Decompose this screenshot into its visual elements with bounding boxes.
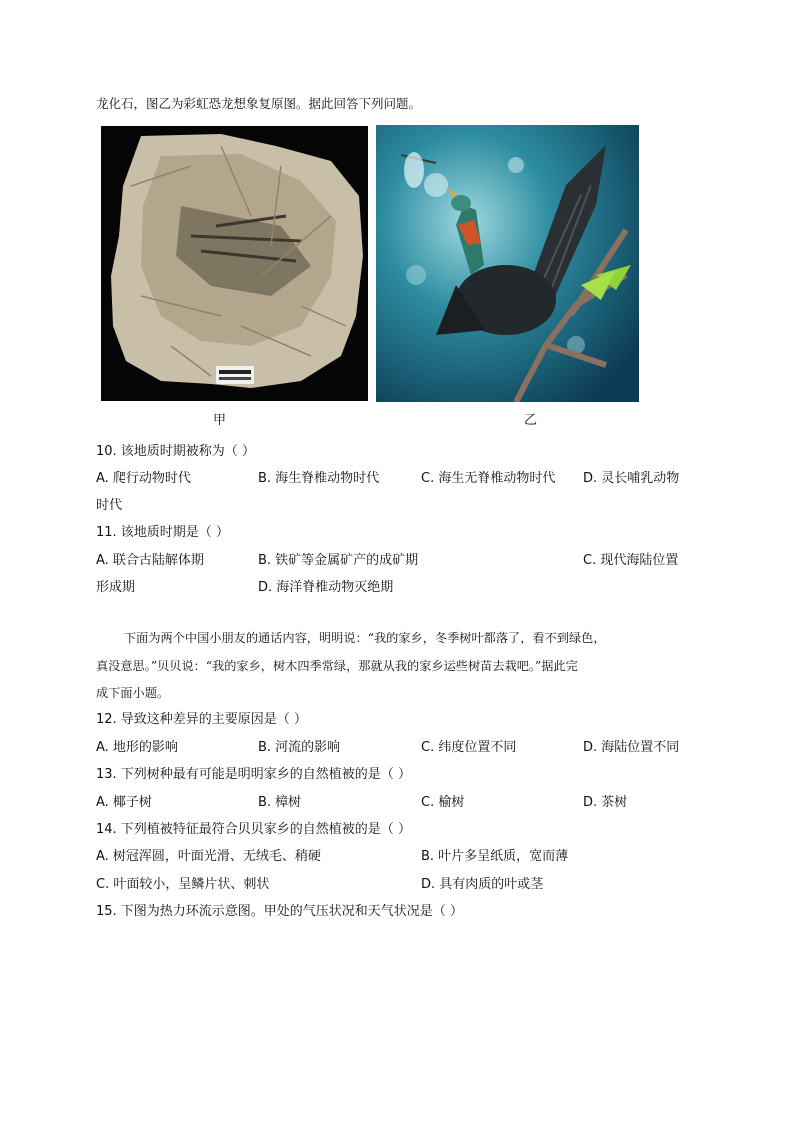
q11-option-b: B. 铁矿等金属矿产的成矿期 [258, 553, 419, 568]
q13-option-b: B. 樟树 [258, 795, 302, 810]
q11-option-d: D. 海洋脊椎动物灭绝期 [258, 580, 394, 595]
q14-option-b: B. 叶片多呈纸质，宽而薄 [421, 849, 569, 864]
q12-option-a: A. 地形的影响 [96, 740, 178, 755]
passage-line-3: 成下面小题。 [96, 686, 170, 700]
q10-option-d-continued: 时代 [96, 498, 123, 513]
passage-line-2: 真没意思。”贝贝说：“我的家乡，树木四季常绿，那就从我的家乡运些树苗去栽吧。”据此完 [96, 659, 578, 673]
q11-option-a: A. 联合古陆解体期 [96, 553, 204, 568]
question-15-stem: 15. 下图为热力环流示意图。甲处的气压状况和天气状况是（ ） [96, 904, 463, 919]
q10-option-c: C. 海生无脊椎动物时代 [421, 471, 556, 486]
q13-option-c: C. 榆树 [421, 795, 465, 810]
dinosaur-reconstruction-image [376, 125, 639, 402]
q11-option-c-continued: 形成期 [96, 580, 136, 595]
q14-option-c: C. 叶面较小，呈鳞片状、刺状 [96, 877, 270, 892]
fossil-slab-illustration [101, 126, 368, 401]
q13-option-a: A. 椰子树 [96, 795, 152, 810]
q10-option-d: D. 灵长哺乳动物 [583, 471, 680, 486]
fossil-image [101, 126, 368, 401]
q12-option-c: C. 纬度位置不同 [421, 740, 517, 755]
question-10-stem: 10. 该地质时期被称为（ ） [96, 444, 255, 459]
figure-label-right: 乙 [524, 413, 538, 428]
q13-option-d: D. 茶树 [583, 795, 628, 810]
intro-text: 龙化石，图乙为彩虹恐龙想象复原图。据此回答下列问题。 [96, 96, 422, 111]
question-13-stem: 13. 下列树种最有可能是明明家乡的自然植被的是（ ） [96, 767, 411, 782]
q12-option-d: D. 海陆位置不同 [583, 740, 680, 755]
q11-option-c: C. 现代海陆位置 [583, 553, 679, 568]
question-11-stem: 11. 该地质时期是（ ） [96, 525, 229, 540]
q10-option-a: A. 爬行动物时代 [96, 471, 191, 486]
q12-option-b: B. 河流的影响 [258, 740, 341, 755]
question-14-stem: 14. 下列植被特征最符合贝贝家乡的自然植被的是（ ） [96, 822, 411, 837]
q14-option-d: D. 具有肉质的叶或茎 [421, 877, 544, 892]
figure-label-left: 甲 [213, 413, 227, 428]
q14-option-a: A. 树冠浑圆，叶面光滑、无绒毛、稍硬 [96, 849, 321, 864]
question-12-stem: 12. 导致这种差异的主要原因是（ ） [96, 712, 307, 727]
q10-option-b: B. 海生脊椎动物时代 [258, 471, 380, 486]
rainbow-dinosaur-illustration [376, 125, 639, 402]
passage-line-1: 下面为两个中国小朋友的通话内容，明明说：“我的家乡，冬季树叶都落了，看不到绿色， [124, 631, 606, 645]
